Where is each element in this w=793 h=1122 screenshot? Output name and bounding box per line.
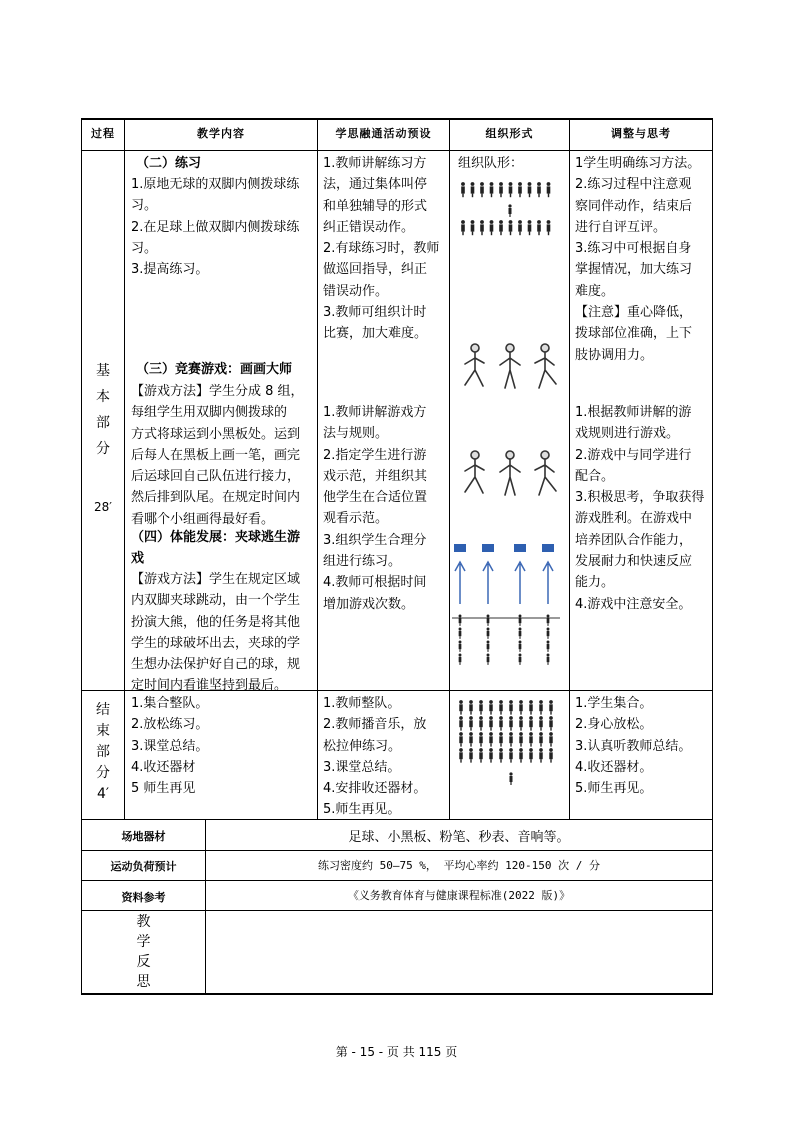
student-figure (549, 700, 553, 714)
demo-figures-top (455, 338, 565, 398)
direction-arrow (543, 562, 553, 604)
student-figure (509, 732, 513, 746)
activity-game: 1.教师讲解游戏方 法与规则。 2.指定学生进行游 戏示范，并组织其 他学生在合适位置 观看示范。 3.组织学生合理分 组进行练习。 4.教师可根据时间 增加游戏次数。 (323, 405, 428, 612)
reflection-label: 教 学 反 思 (136, 914, 151, 990)
fitness-method: 【游戏方法】学生在规定区域 内双脚夹球跳动，由一个学生 扮演大熊，他的任务是将其他 学生的球破坏出去，夹球的学 生想办法保护好自己的球，规 定时间内看谁坚持到最后。 (131, 572, 301, 694)
relay-game-diagram (452, 540, 562, 670)
student-figure (480, 220, 484, 235)
student-figure (547, 615, 550, 626)
student-figure (487, 654, 490, 665)
student-figure (549, 748, 553, 762)
student-figure (459, 628, 462, 639)
header-organization: 组织形式 (485, 127, 534, 140)
student-figure (489, 748, 493, 762)
formation-two-rows-diagram (458, 180, 558, 240)
reference-value: 《义务教育体育与健康课程标准(2022 版)》 (347, 889, 571, 902)
student-figure (459, 641, 462, 652)
student-figure (469, 748, 473, 762)
student-figure (499, 732, 503, 746)
student-figure (519, 748, 523, 762)
student-figure (519, 716, 523, 730)
activity-practice: 1.教师讲解练习方 法，通过集体叫停 和单独辅导的形式 纠正错误动作。 2.有球练习时，教师 做巡回指导，纠正 错误动作。 3.教师可组织计时 比赛，加大难度。 (323, 156, 440, 342)
direction-arrow (483, 562, 493, 604)
student-figure (499, 716, 503, 730)
student-figure (489, 732, 493, 746)
student-figure (509, 220, 513, 235)
student-figure (528, 182, 532, 197)
student-figure (459, 700, 463, 714)
load-value: 练习密度约 50—75 %， 平均心率约 120-150 次 / 分 (317, 859, 601, 872)
stage-ending-label: 结 束 部 分 4′ (96, 702, 110, 802)
student-figure (509, 182, 513, 197)
student-figure (529, 732, 533, 746)
blackboard-marker (482, 544, 494, 552)
fitness-title: （四）体能发展：夹球逃生游 戏 (131, 530, 301, 567)
student-figure (547, 182, 551, 197)
student-figure (471, 182, 475, 197)
blackboard-marker (514, 544, 526, 552)
page-number: 第 - 15 - 页 共 115 页 (335, 1045, 458, 1059)
venue-value: 足球、小黑板、粉笔、秒表、音响等。 (348, 830, 570, 845)
reference-label: 资料参考 (121, 891, 166, 904)
load-label: 运动负荷预计 (110, 860, 177, 873)
student-figure (519, 641, 522, 652)
student-figure (519, 732, 523, 746)
student-figure (499, 748, 503, 762)
student-figure (487, 628, 490, 639)
student-figure (539, 700, 543, 714)
student-figure (519, 700, 523, 714)
student-figure (459, 732, 463, 746)
stage-basic-label: 基 本 部 分 (96, 363, 110, 457)
ending-content: 1.集合整队。 2.放松练习。 3.课堂总结。 4.收还器材 5 师生再见 (131, 696, 209, 797)
student-figure (459, 615, 462, 626)
venue-label: 场地器材 (121, 830, 166, 843)
student-figure (459, 748, 463, 762)
student-figure (519, 615, 522, 626)
student-figure (490, 182, 494, 197)
student-figure (537, 220, 541, 235)
student-figure (519, 654, 522, 665)
student-figure (469, 732, 473, 746)
student-figure (519, 628, 522, 639)
student-figure (518, 220, 522, 235)
header-process: 过程 (91, 127, 115, 140)
student-figure (539, 748, 543, 762)
student-figure (469, 716, 473, 730)
student-figure (509, 748, 513, 762)
student-figure (459, 716, 463, 730)
adjust-practice: 1学生明确练习方法。 2.练习过程中注意观 察同伴动作，结束后 进行自评互评。 3.练习中可根据自身 掌握情况，加大练习 难度。 【注意】重心降低， 拨球部位准确，上下 肢协调用力。 (575, 156, 701, 363)
student-figure (499, 700, 503, 714)
student-figure (549, 716, 553, 730)
student-figure (537, 182, 541, 197)
blackboard-marker (542, 544, 554, 552)
demo-figures-bottom (455, 445, 565, 505)
student-figure (529, 716, 533, 730)
student-figure (547, 220, 551, 235)
direction-arrow (515, 562, 525, 604)
teacher-figure (508, 204, 511, 217)
ending-formation-diagram (455, 698, 565, 798)
student-figure (509, 700, 513, 714)
student-figure (529, 700, 533, 714)
header-activity: 学思融通活动预设 (335, 127, 432, 140)
student-figure (459, 654, 462, 665)
header-adjust: 调整与思考 (611, 127, 671, 140)
student-figure (547, 641, 550, 652)
student-figure (461, 220, 465, 235)
student-figure (461, 182, 465, 197)
student-figure (490, 220, 494, 235)
stage-basic-time: 28′ (94, 500, 112, 514)
practice-items: 1.原地无球的双脚内侧拨球练 习。 2.在足球上做双脚内侧拨球练 习。 3.提高练习。 (131, 177, 300, 278)
student-figure (547, 628, 550, 639)
student-figure (469, 700, 473, 714)
ending-activity: 1.教师整队。 2.教师播音乐，放 松拉伸练习。 3.课堂总结。 4.安排收还器材。 5.师生再见。 (323, 696, 427, 818)
student-figure (471, 220, 475, 235)
org-formation-label: 组织队形： (458, 156, 524, 171)
student-figure (499, 220, 503, 235)
student-figure (487, 615, 490, 626)
direction-arrow (455, 562, 465, 604)
student-figure (539, 716, 543, 730)
practice-title: （二）练习 (136, 156, 202, 171)
student-figure (547, 654, 550, 665)
student-figure (529, 748, 533, 762)
student-figure (479, 732, 483, 746)
game-method: 【游戏方法】学生分成 8 组， 每组学生用双脚内侧拨球的 方式将球运到小黑板处。运到 后每人在黑板上画一笔，画完 后运球回自己队伍进行接力， 然后排到队尾。在规定时间内 看哪个小组画得最好看。 (131, 384, 304, 527)
teacher-figure (509, 772, 512, 785)
student-figure (489, 716, 493, 730)
header-content: 教学内容 (197, 127, 245, 140)
student-figure (539, 732, 543, 746)
blackboard-marker (454, 544, 466, 552)
student-figure (499, 182, 503, 197)
student-figure (518, 182, 522, 197)
student-figure (480, 182, 484, 197)
student-figure (509, 716, 513, 730)
student-figure (479, 716, 483, 730)
student-figure (489, 700, 493, 714)
ending-adjust: 1.学生集合。 2.身心放松。 3.认真听教师总结。 4.收还器材。 5.师生再见。 (575, 696, 692, 797)
student-figure (528, 220, 532, 235)
student-figure (479, 700, 483, 714)
adjust-game: 1.根据教师讲解的游 戏规则进行游戏。 2.游戏中与同学进行 配合。 3.积极思考，争取获得 游戏胜利。在游戏中 培养团队合作能力， 发展耐力和快速反应 能力。 4.游戏中注意安全。 (575, 405, 705, 612)
student-figure (549, 732, 553, 746)
student-figure (479, 748, 483, 762)
student-figure (487, 641, 490, 652)
game-title: （三）竞赛游戏：画画大师 (136, 362, 293, 377)
